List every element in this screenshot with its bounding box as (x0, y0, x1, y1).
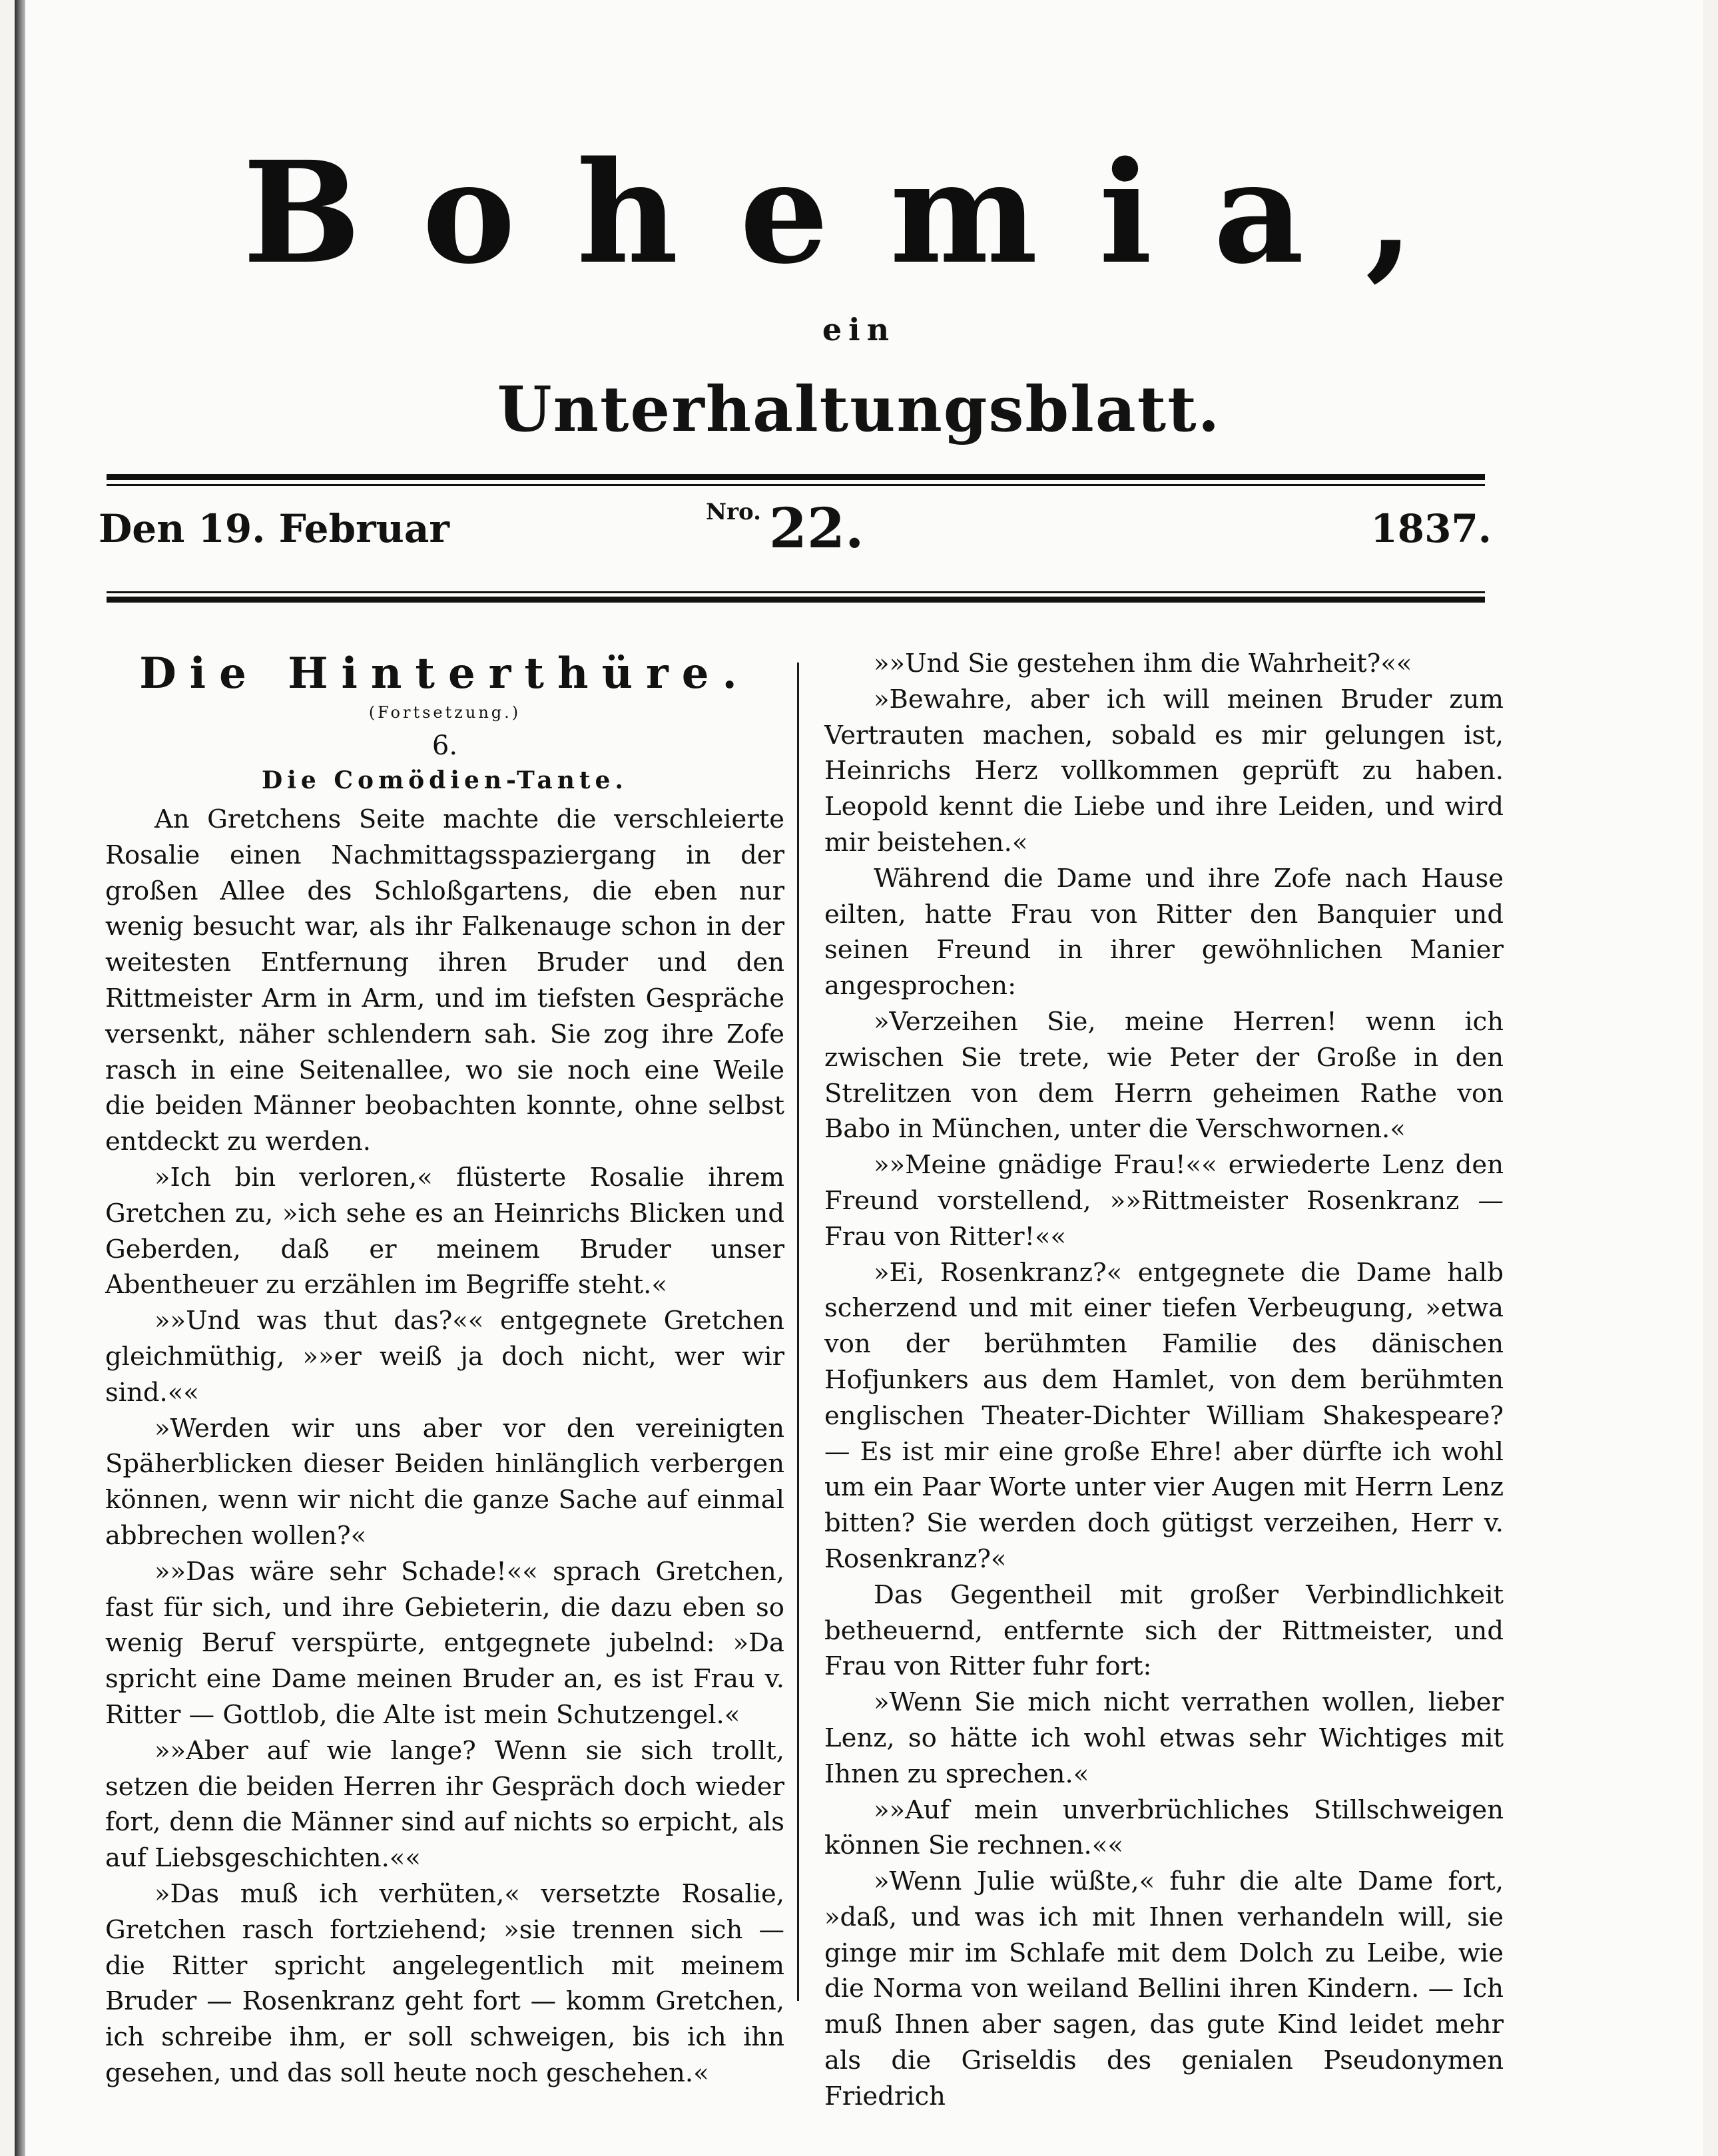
paragraph: »»Auf mein unverbrüchliches Stillschweigen können Sie rechnen.«« (824, 1794, 1504, 1861)
masthead-subtitle: Unterhaltungsblatt. (497, 373, 1221, 446)
paragraph: Das Gegentheil mit großer Verbindlichkeit betheuernd, entfernte sich der Rittmeister, und Frau von Ritter fuhr fort: (824, 1579, 1504, 1682)
paragraph: »»Und Sie gestehen ihm die Wahrheit?«« (874, 649, 1412, 678)
article-continuation: (Fortsetzung.) (368, 703, 521, 722)
left-column (105, 646, 784, 2091)
issue-number-prefix: Nro. (706, 499, 761, 525)
paragraph: An Gretchens Seite machte die verschleierte Rosalie einen Nachmittagsspaziergang in der großen Allee des Schloßgartens, die eben nur wenig besucht war, als ihr Falkenauge schon in der weitesten Entfernung ihren Bruder und den Rittmeister Arm in Arm, und im tiefsten Gespräche versenkt, näher schlendern sah. Sie zog ihre Zofe rasch in eine Seitenallee, wo sie noch eine Weile die beiden Männer beobachten konnte, ohne selbst entdeckt zu werden. (105, 804, 784, 1157)
paragraph: »Werden wir uns aber vor den vereinigten Späherblicken dieser Beiden hinlänglich verbergen können, wenn wir nicht die ganze Sache auf einmal abbrechen wollen?« (105, 1413, 784, 1551)
paragraph: »Bewahre, aber ich will meinen Bruder zum Vertrauten machen, sobald es mir gelungen ist, Heinrichs Herz vollkommen geprüft zu haben. Leopold kennt die Liebe und ihre Leiden, und wird mir beistehen.« (824, 684, 1504, 858)
paragraph: »Wenn Sie mich nicht verrathen wollen, lieber Lenz, so hätte ich wohl etwas sehr Wichtiges mit Ihnen zu sprechen.« (824, 1687, 1504, 1789)
paragraph: »Wenn Julie wüßte,« fuhr die alte Dame fort, »daß, und was ich mit Ihnen verhandeln will, sie ginge mir im Schlafe mit dem Dolch zu Leibe, wie die Norma von weiland Bellini ihren Kindern. — Ich muß Ihnen aber sagen, das gute Kind leidet mehr als die Griseldis des genialen Pseudonymen Friedrich (824, 1866, 1504, 2111)
issue-number (706, 497, 864, 561)
bottom-rule-thin (107, 591, 1485, 593)
paragraph: »»Meine gnädige Frau!«« erwiederte Lenz den Freund vorstellend, »»Rittmeister Rosenkranz — Frau von Ritter!«« (824, 1150, 1504, 1252)
paragraph: Während die Dame und ihre Zofe nach Hause eilten, hatte Frau von Ritter den Banquier und seinen Freund in ihrer gewöhnlichen Manier angesprochen: (824, 863, 1504, 1001)
chapter-number: 6. (431, 730, 458, 761)
paragraph: »Ich bin verloren,« flüsterte Rosalie ihrem Gretchen zu, »ich sehe es an Heinrichs Blicken und Geberden, daß er meinem Bruder unser Abentheuer zu erzählen im Begriffe steht.« (105, 1162, 784, 1300)
article-title: Die Hinterthüre. (139, 649, 750, 698)
chapter-title: Die Comödien-Tante. (262, 766, 628, 794)
issue-number-value: 22. (768, 497, 864, 561)
masthead-ein: ein (822, 312, 896, 348)
paragraph: »Verzeihen Sie, meine Herren! wenn ich zwischen Sie trete, wie Peter der Große in den Strelitzen von dem Herrn geheimen Rathe von Babo in München, unter die Verschwornen.« (824, 1006, 1504, 1145)
paragraph: »»Und was thut das?«« entgegnete Gretchen gleichmüthig, »»er weiß ja doch nicht, wer wir sind.«« (105, 1306, 784, 1408)
column-divider (797, 663, 799, 2001)
paragraph: »»Das wäre sehr Schade!«« sprach Gretchen, fast für sich, und ihre Gebieterin, die dazu eben so wenig Beruf verspürte, entgegnete jubelnd: »Da spricht eine Dame meinen Bruder an, es ist Frau v. Ritter — Gottlob, die Alte ist mein Schutzengel.« (105, 1556, 784, 1730)
bottom-rule-thick (107, 597, 1485, 603)
top-rule-thin (107, 484, 1485, 486)
masthead-title: Bohemia, (242, 131, 1476, 295)
paragraph: »Das muß ich verhüten,« versetzte Rosalie, Gretchen rasch fortziehend; »sie trennen sich — die Ritter spricht angelegentlich mit meinem Bruder — Rosenkranz geht fort — komm Gretchen, ich schreibe ihm, er soll schweigen, bis ich ihn gesehen, und das soll heute noch geschehen.« (105, 1878, 784, 2088)
top-rule-thick (107, 474, 1485, 480)
paragraph: »»Aber auf wie lange? Wenn sie sich trollt, setzen die beiden Herren ihr Gespräch doch wieder fort, denn die Männer sind auf nichts so erpicht, als auf Liebsgeschichten.«« (105, 1735, 784, 1874)
issue-date: Den 19. Februar (99, 506, 449, 551)
paragraph: »Ei, Rosenkranz?« entgegnete die Dame halb scherzend und mit einer tiefen Verbeugung, »etwa von der berühmten Familie des dänischen Hofjunkers aus dem Hamlet, von dem berühmten englischen Theater-Dichter William Shakespeare? — Es ist mir eine große Ehre! aber dürfte ich wohl um ein Paar Worte unter vier Augen mit Herrn Lenz bitten? Sie werden doch gütigst verzeihen, Herr v. Rosenkranz?« (824, 1257, 1504, 1574)
right-column (824, 646, 1504, 2115)
issue-year: 1837. (1370, 506, 1492, 551)
